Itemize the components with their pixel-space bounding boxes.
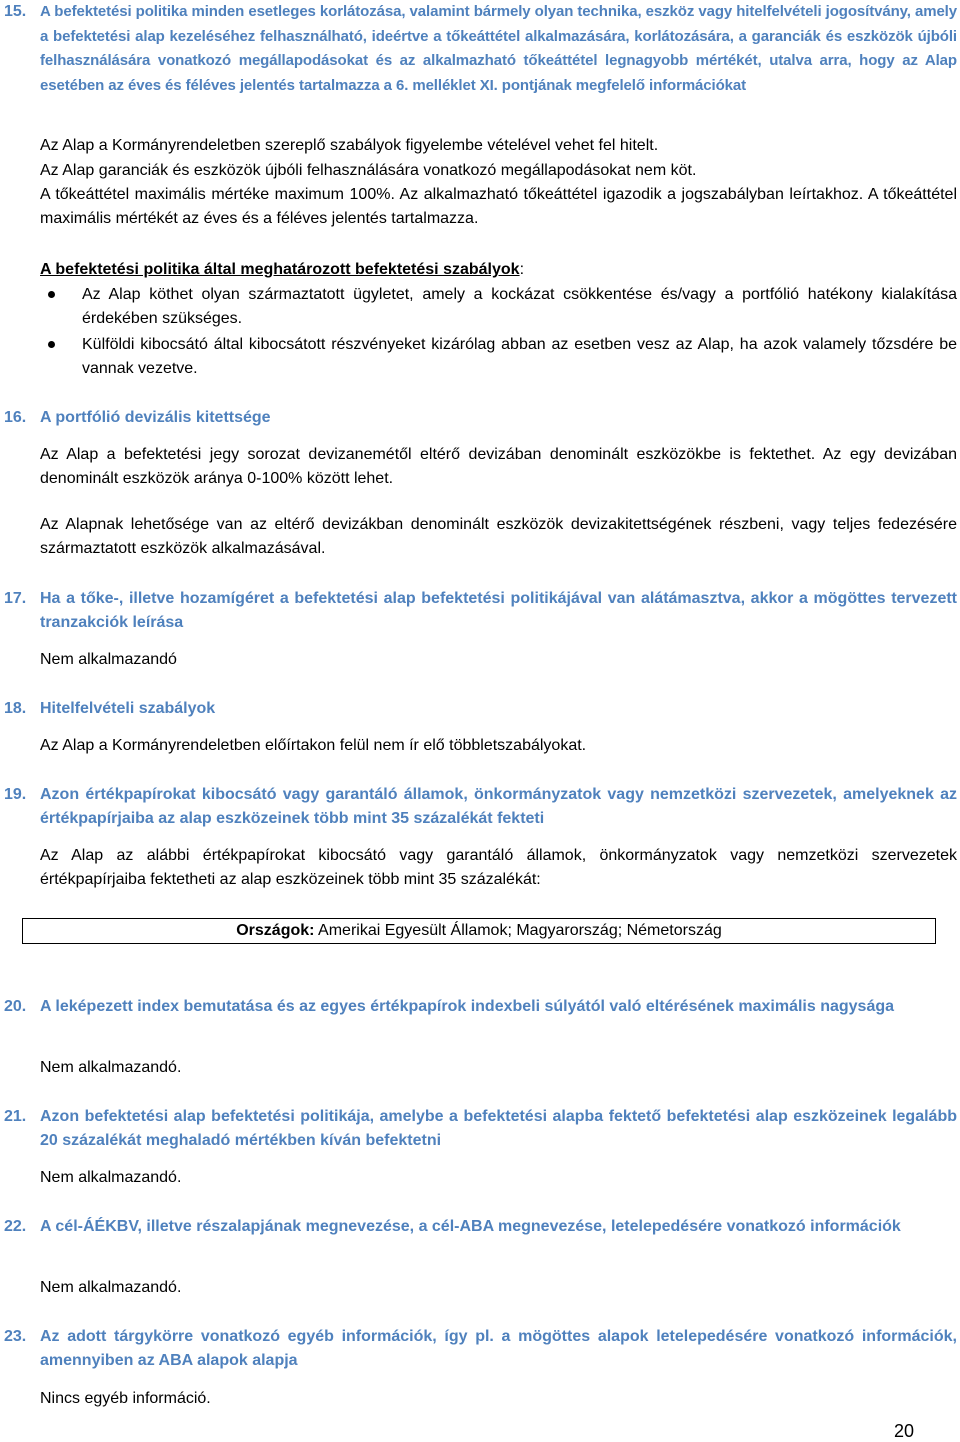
section-17-heading — [0, 587, 960, 635]
section-19-heading — [0, 783, 960, 831]
bullet-icon — [48, 291, 55, 298]
paragraph: Nem alkalmazandó — [40, 651, 177, 668]
paragraph: Az Alap a Kormányrendeletben előírtakon felül nem ír elő többletszabályokat. — [40, 737, 587, 754]
paragraph: Az Alap a Kormányrendeletben szereplő szabályok figyelembe vételével vehet fel hitelt. — [40, 137, 659, 154]
section-title: A befektetési politika minden esetleges korlátozása, valamint bármely olyan technika, eszköz vagy hitelfelvételi jogosítvány, amely a befektetési alap kezeléséhez felhasználható, ideértve a tőkeáttétel alkalmazására, korlátozására, a garanciák és eszközök újbóli felhasználására vonatkozó megállapodásokat és az alkalmazható tőkeáttétel legnagyobb mértékét, utalva arra, hogy az Alap esetében az éves és féléves jelentés tartalmazza a 6. melléklet XI. pontjának megfelelő információkat — [40, 3, 957, 94]
list-item-text: Az Alap köthet olyan származtatott ügyletet, amely a kockázat csökkentése és/vagy a portfólió hatékony kialakítása érdekében szükséges. — [82, 286, 957, 327]
section-number: 23. — [4, 1328, 27, 1345]
paragraph: Nincs egyéb információ. — [40, 1390, 211, 1407]
rules-heading-line — [40, 258, 957, 282]
countries-value: Amerikai Egyesült Államok; Magyarország; Németország — [314, 922, 722, 939]
section-title: Azon értékpapírokat kibocsátó vagy garantáló államok, önkormányzatok vagy nemzetközi szervezetek, amelyeknek az értékpapírjaiba az alap eszközeinek több mint 35 százalékát fekteti — [40, 786, 957, 827]
rules-heading: A befektetési politika által meghatározott befektetési szabályok — [40, 261, 520, 278]
page-number: 20 — [893, 1421, 914, 1441]
section-23 — [0, 1325, 960, 1373]
section-number: 15. — [4, 3, 27, 20]
paragraph: Az Alap a befektetési jegy sorozat devizanemétől eltérő devizában denominált eszközökbe is fektethet. Az egy devizában denominált eszközök aránya 0-100% között lehet. — [40, 446, 957, 487]
list-item-text: Külföldi kibocsátó által kibocsátott részvényeket kizárólag abban az esetben vesz az Alap, ha azok valamely tőzsdére be vannak vezetve. — [82, 336, 957, 377]
section-20-heading — [0, 995, 960, 1019]
section-number: 19. — [4, 786, 27, 803]
bullet-icon — [48, 341, 55, 348]
section-number: 18. — [4, 700, 27, 717]
section-16 — [0, 406, 960, 430]
section-15-heading — [0, 0, 960, 98]
list-item — [40, 283, 957, 331]
section-title: A cél-ÁÉKBV, illetve részalapjának megnevezése, a cél-ABA megnevezése, letelepedésére vonatkozó információk — [40, 1218, 901, 1235]
section-23-heading — [0, 1325, 960, 1373]
paragraph: Nem alkalmazandó. — [40, 1279, 182, 1296]
section-21-heading — [0, 1105, 960, 1153]
section-number: 22. — [4, 1218, 27, 1235]
section-19 — [0, 783, 960, 831]
section-16-heading — [0, 406, 960, 430]
section-number: 17. — [4, 590, 27, 607]
countries-label: Országok: — [236, 922, 315, 939]
section-18-heading — [0, 697, 960, 721]
section-title: Az adott tárgykörre vonatkozó egyéb információk, így pl. a mögöttes alapok letelepedésére vonatkozó információk, amennyiben az ABA alapok alapja — [40, 1328, 957, 1369]
paragraph: Az Alap az alábbi értékpapírokat kibocsátó vagy garantáló államok, önkormányzatok vagy nemzetközi szervezetek értékpapírjaiba fektetheti az alap eszközeinek több mint 35 százalékát: — [40, 847, 957, 888]
rules-colon: : — [519, 261, 525, 278]
section-title: Ha a tőke-, illetve hozamígéret a befektetési alap befektetési politikájával van alátámasztva, akkor a mögöttes tervezett tranzakciók leírása — [40, 590, 957, 631]
section-number: 20. — [4, 998, 27, 1015]
section-title: Hitelfelvételi szabályok — [40, 700, 216, 717]
section-22 — [0, 1215, 960, 1239]
paragraph: A tőkeáttétel maximális mértéke maximum 100%. Az alkalmazható tőkeáttétel igazodik a jogszabályban leírtakhoz. A tőkeáttétel maximális mértékét az éves és a féléves jelentés tartalmazza. — [40, 186, 957, 227]
section-number: 21. — [4, 1108, 27, 1125]
section-number: 16. — [4, 409, 27, 426]
paragraph: Az Alapnak lehetősége van az eltérő devizákban denominált eszközök devizakitettségének részbeni, vagy teljes fedezésére származtatott eszközök alkalmazásával. — [40, 516, 957, 557]
section-17 — [0, 587, 960, 635]
section-22-heading — [0, 1215, 960, 1239]
list-item — [40, 333, 957, 381]
section-title: A leképezett index bemutatása és az egyes értékpapírok indexbeli súlyától való eltérésének maximális nagysága — [40, 998, 895, 1015]
section-15 — [0, 0, 960, 98]
section-18 — [0, 697, 960, 721]
countries-box — [22, 918, 936, 944]
section-title: Azon befektetési alap befektetési politikája, amelybe a befektetési alapba fektető befektetési alap eszközeinek legalább 20 százalékát meghaladó mértékben kíván befektetni — [40, 1108, 957, 1149]
section-20 — [0, 995, 960, 1019]
paragraph: Nem alkalmazandó. — [40, 1169, 182, 1186]
section-title: A portfólió devizális kitettsége — [40, 409, 271, 426]
paragraph: Nem alkalmazandó. — [40, 1059, 182, 1076]
paragraph: Az Alap garanciák és eszközök újbóli felhasználására vonatkozó megállapodásokat nem köt. — [40, 162, 697, 179]
section-21 — [0, 1105, 960, 1153]
